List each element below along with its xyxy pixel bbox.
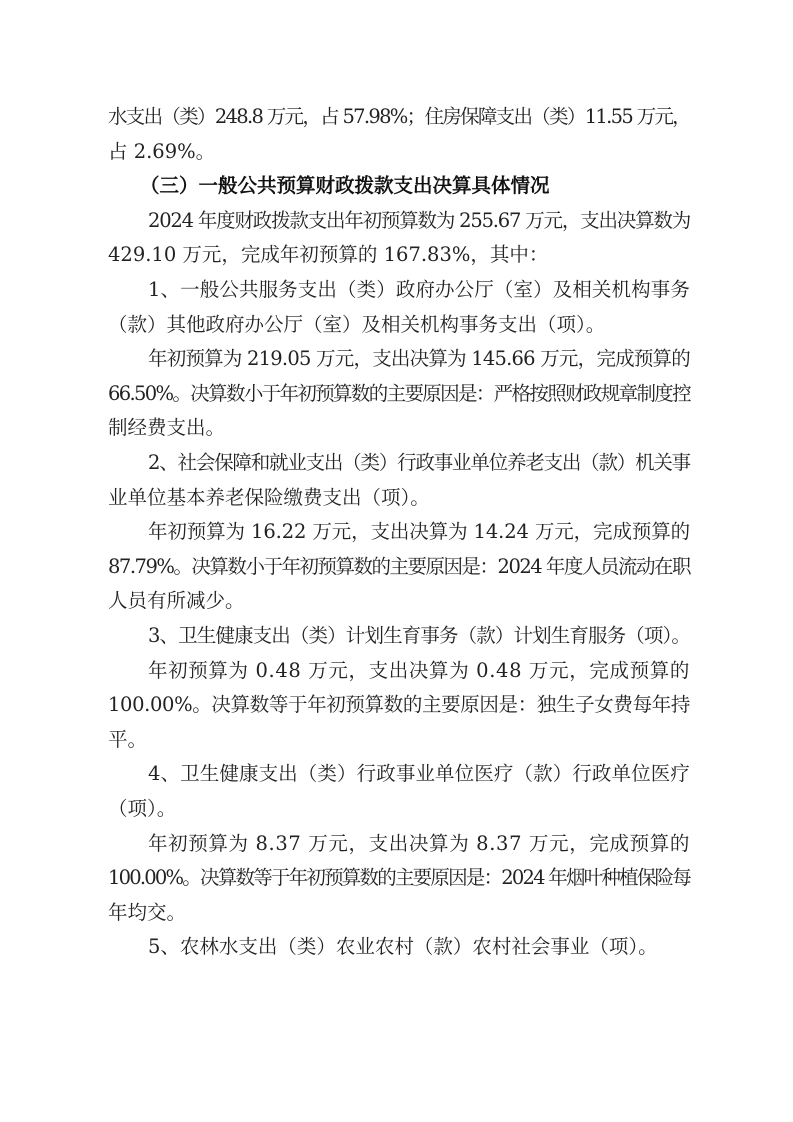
paragraph-line: （款）其他政府办公厅（室）及相关机构事务支出（项）。	[108, 312, 606, 336]
paragraph-line: 1、一般公共服务支出（类）政府办公厅（室）及相关机构事务	[148, 278, 690, 301]
paragraph-line: 年初预算为 8.37 万元，支出决算为 8.37 万元，完成预算的	[148, 831, 690, 855]
paragraph-line: 年均交。	[108, 900, 187, 924]
paragraph-line: 4、卫生健康支出（类）行政事业单位医疗（款）行政单位医疗	[148, 762, 690, 786]
section-heading: （三）一般公共预算财政拨款支出决算具体情况	[140, 174, 550, 198]
paragraph-line: 人员有所减少。	[108, 589, 245, 613]
paragraph-line: 年初预算为 16.22 万元，支出决算为 14.24 万元，完成预算的	[148, 520, 690, 544]
paragraph-line: 业单位基本养老保险缴费支出（项）。	[108, 485, 430, 509]
paragraph-line: 5、农林水支出（类）农业农村（款）农村社会事业（项）。	[148, 935, 658, 959]
paragraph-line: 3、卫生健康支出（类）计划生育事务（款）计划生育服务（项）。	[148, 624, 690, 647]
paragraph-line: 水支出（类）248.8 万元，占 57.98%；住房保障支出（类）11.55 万元，	[108, 105, 690, 128]
paragraph-line: 100.00%。决算数等于年初预算数的主要原因是：2024 年烟叶种植保险每	[108, 866, 690, 890]
paragraph-line: 100.00%。决算数等于年初预算数的主要原因是：独生子女费每年持	[108, 693, 690, 717]
paragraph-line: 66.50%。决算数小于年初预算数的主要原因是：严格按照财政规章制度控	[108, 381, 690, 405]
paragraph-line: 87.79%。决算数小于年初预算数的主要原因是：2024 年度人员流动在职	[108, 554, 690, 578]
paragraph-line: 平。	[108, 727, 148, 751]
paragraph-line: 年初预算为 219.05 万元，支出决算为 145.66 万元，完成预算的	[148, 347, 690, 371]
paragraph-line: 年初预算为 0.48 万元，支出决算为 0.48 万元，完成预算的	[148, 658, 690, 682]
paragraph-line: 占 2.69%。	[108, 139, 216, 163]
paragraph-line: 429.10 万元，完成年初预算的 167.83%，其中：	[108, 243, 549, 267]
paragraph-line: 2、社会保障和就业支出（类）行政事业单位养老支出（款）机关事	[148, 451, 690, 474]
paragraph-line: 制经费支出。	[108, 416, 226, 440]
paragraph-line: 2024 年度财政拨款支出年初预算数为 255.67 万元，支出决算数为	[148, 208, 691, 232]
paragraph-line: （项）。	[108, 797, 177, 820]
